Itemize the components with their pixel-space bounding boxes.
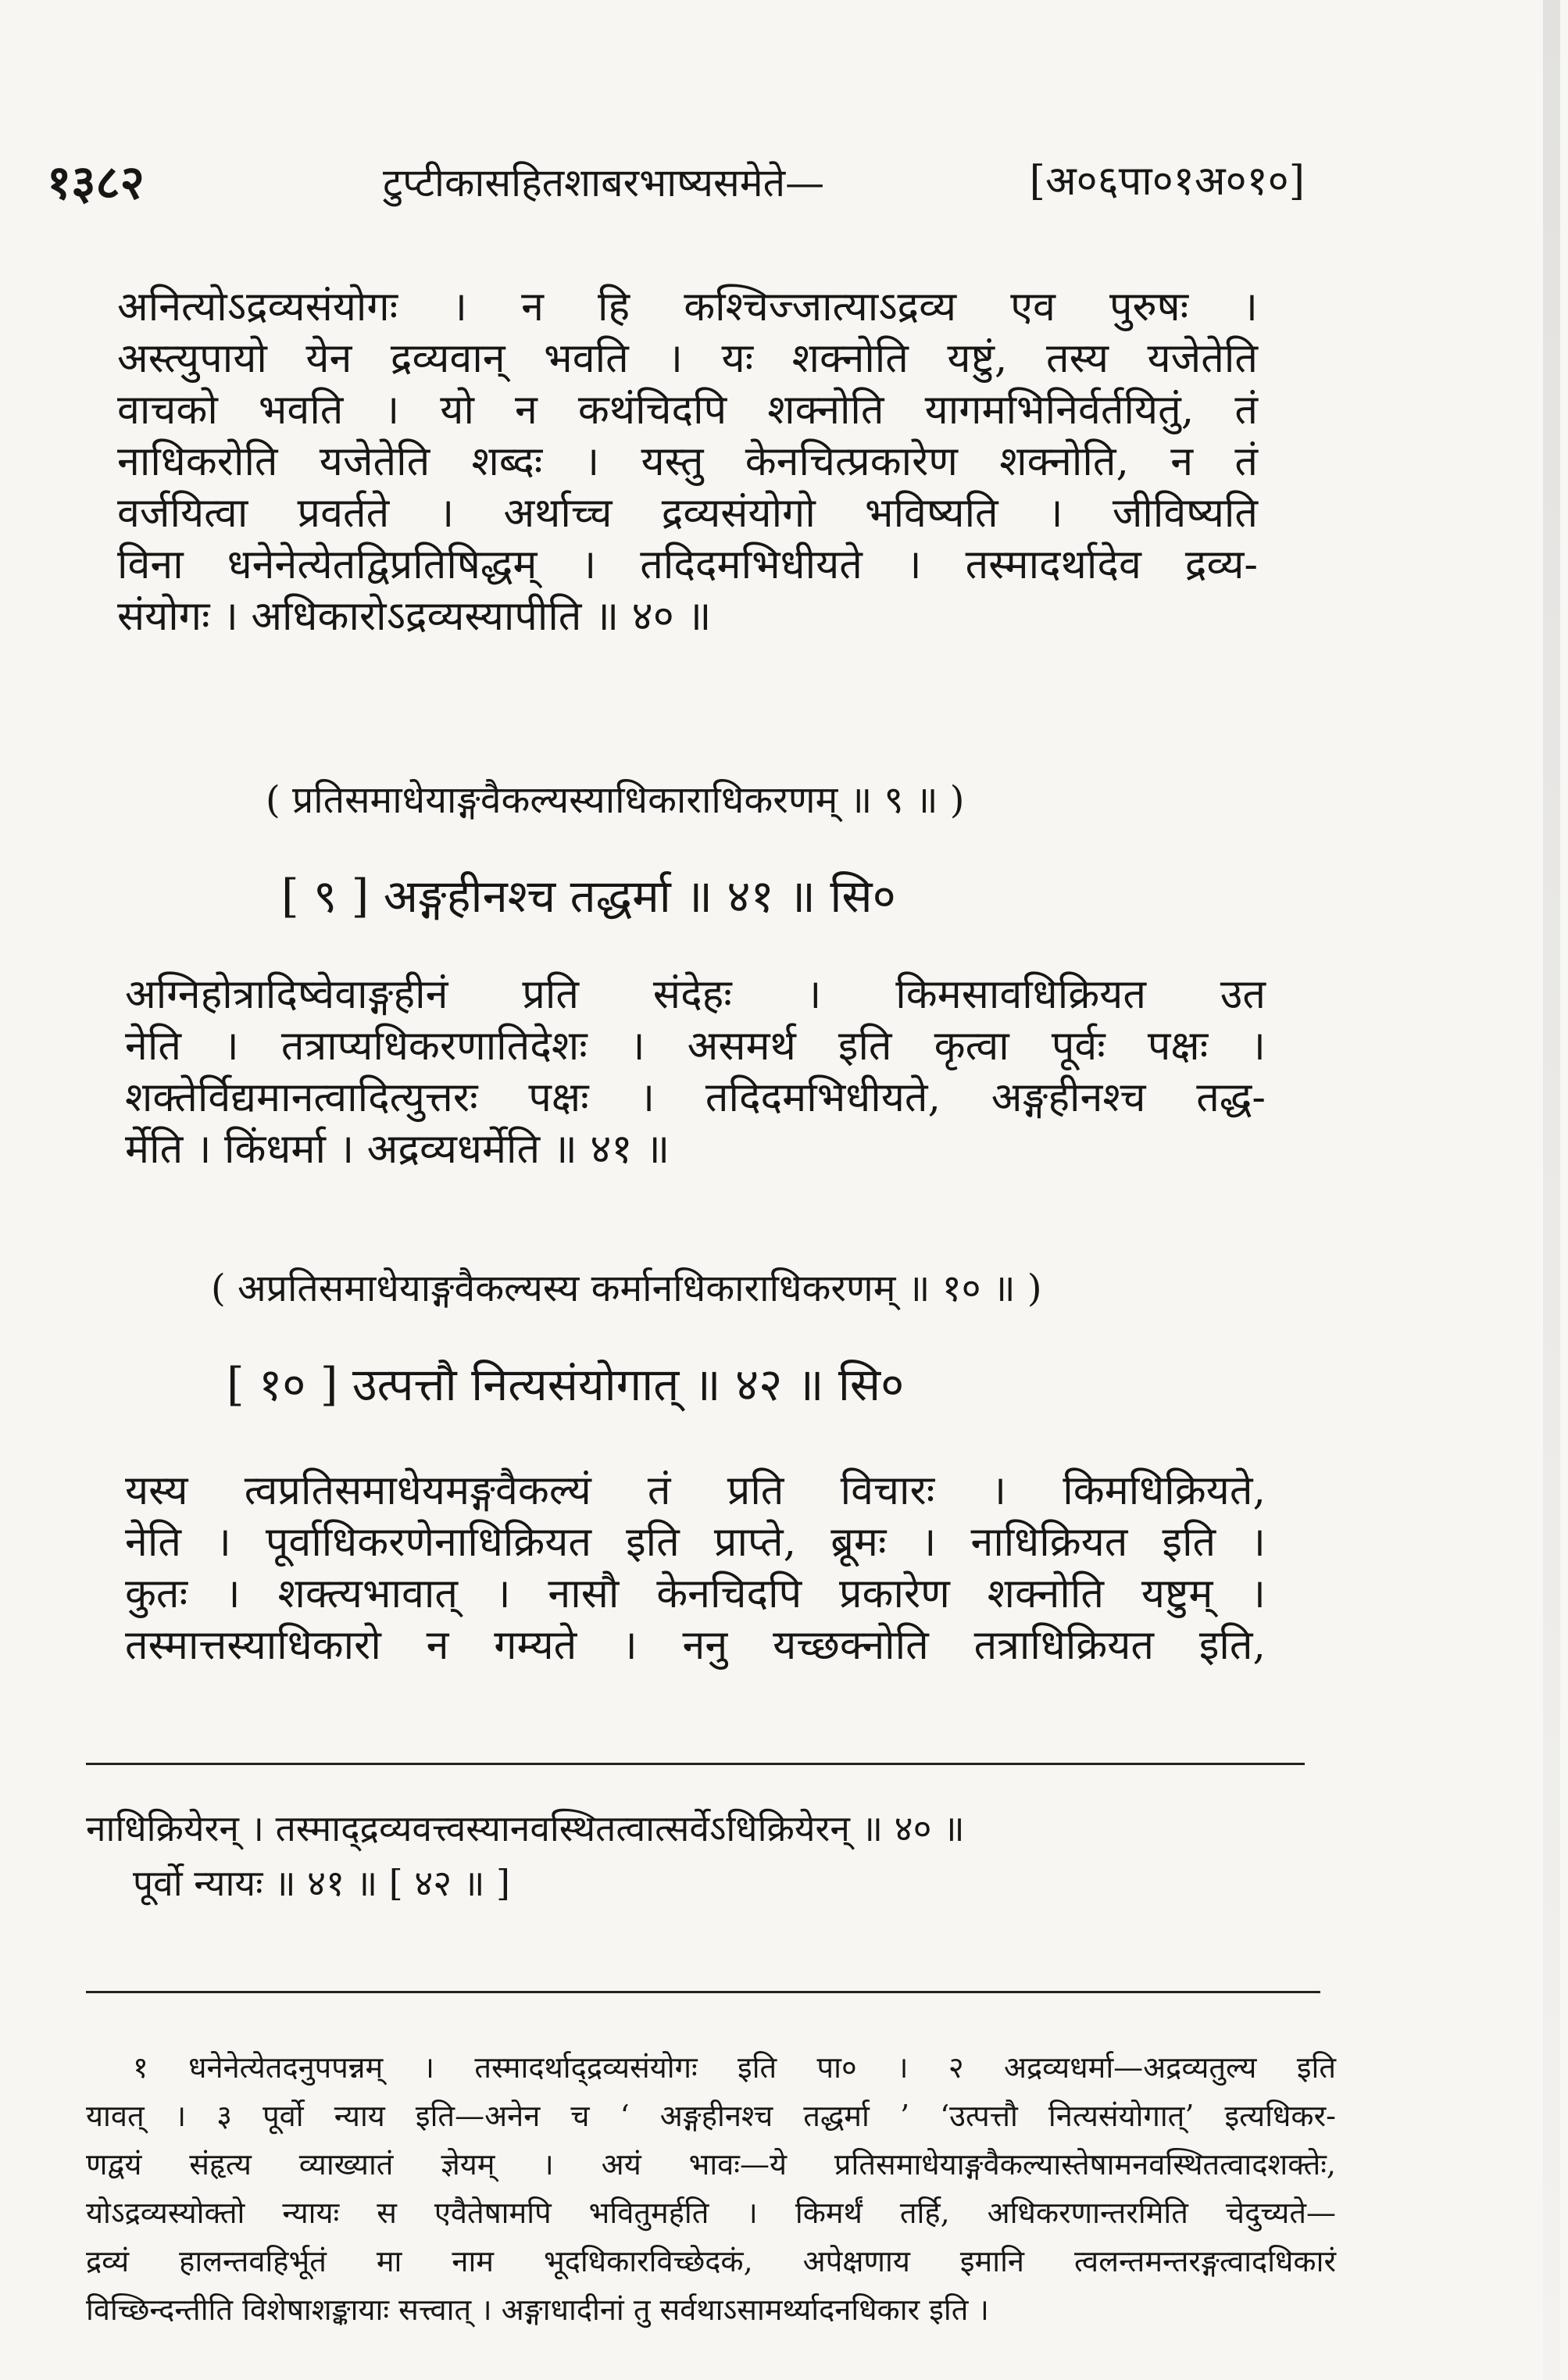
text-line: यस्य त्वप्रतिसमाधेयमङ्गवैकल्यं तं प्रति विचारः । किमधिक्रियते, bbox=[125, 1467, 1266, 1514]
sutra-9 bbox=[281, 863, 896, 925]
commentary-block bbox=[86, 1801, 1273, 1910]
footnote-line: १ धनेनेत्येतदनुपपन्नम् । तस्मादर्थाद्द्रव्यसंयोगः इति पा० । २ अद्रव्यधर्मा—अद्रव्यतुल्य इति bbox=[133, 2050, 1336, 2085]
commentary-line: नाधिक्रियेरन् । तस्माद्द्रव्यवत्त्वस्यानवस्थितत्वात्सर्वेऽधिक्रियेरन् ॥ ४० ॥ bbox=[86, 1807, 965, 1849]
divider-top bbox=[86, 1763, 1305, 1765]
text-line: कुतः । शक्त्यभावात् । नासौ केनचिदपि प्रकारेण शक्नोति यष्टुम् । bbox=[125, 1571, 1266, 1617]
text-line: अनित्योऽद्रव्यसंयोगः । न हि कश्चिज्जात्याऽद्रव्य एव पुरुषः । bbox=[117, 284, 1258, 331]
text-line: नेति । पूर्वाधिकरणेनाधिक्रियत इति प्राप्ते, ब्रूमः । नाधिक्रियत इति । bbox=[125, 1519, 1266, 1566]
text-line: वर्जयित्वा प्रवर्तते । अर्थाच्च द्रव्यसंयोगो भविष्यति । जीविष्यति bbox=[117, 490, 1258, 537]
text-line: तस्मात्तस्याधिकारो न गम्यते । ननु यच्छक्नोति तत्राधिक्रियत इति, bbox=[125, 1622, 1266, 1669]
text-line: नाधिकरोति यजेतेति शब्दः । यस्तु केनचित्प्रकारेण शक्नोति, न तं bbox=[117, 438, 1258, 485]
main-text-block-3 bbox=[125, 1465, 1266, 1671]
sutra-number: [ १० ] bbox=[227, 1358, 338, 1411]
text-line: विना धनेनेत्येतद्विप्रतिषिद्धम् । तदिदमभिधीयते । तस्मादर्थादेव द्रव्य- bbox=[117, 541, 1258, 588]
text-line: शक्तेर्विद्यमानत्वादित्युत्तरः पक्षः । तदिदमभिधीयते, अङ्गहीनश्च तद्ध- bbox=[125, 1074, 1266, 1121]
footnote-line: णद्वयं संहृत्य व्याख्यातं ज्ञेयम् । अयं भावः—ये प्रतिसमाधेयाङ्गवैकल्यास्तेषामनवस्थितत्वादशक्तेः, bbox=[86, 2147, 1336, 2182]
text-line: संयोगः । अधिकारोऽद्रव्यस्यापीति ॥ ४० ॥ bbox=[117, 593, 712, 640]
footnote-line: योऽद्रव्यस्योक्तो न्यायः स एवैतेषामपि भवितुमर्हति । किमर्थं तर्हि, अधिकरणान्तरमिति चेदुच्यते— bbox=[86, 2196, 1336, 2230]
divider-footnotes bbox=[86, 1991, 1320, 1993]
footnote-line: विच्छिन्दन्तीति विशेषाशङ्कायाः सत्त्वात् । अङ्गाधादीनां तु सर्वथाऽसामर्थ्यादनधिकार इति । bbox=[86, 2292, 989, 2327]
text-line: नेति । तत्राप्यधिकरणातिदेशः । असमर्थ इति कृत्वा पूर्वः पक्षः । bbox=[125, 1023, 1266, 1070]
sutra-text: उत्पत्तौ नित्यसंयोगात् ॥ ४२ ॥ सि० bbox=[352, 1358, 905, 1411]
scan-edge-shadow bbox=[1543, 0, 1560, 2380]
main-text-block-2 bbox=[125, 969, 1266, 1175]
text-line: अस्त्युपायो येन द्रव्यवान् भवति । यः शक्नोति यष्टुं, तस्य यजेतेति bbox=[117, 335, 1258, 382]
commentary-line: पूर्वो न्यायः ॥ ४१ ॥ [ ४२ ॥ ] bbox=[133, 1862, 510, 1904]
text-line: अग्निहोत्रादिष्वेवाङ्गहीनं प्रति संदेहः । किमसावधिक्रियत उत bbox=[125, 971, 1266, 1018]
footnote-line: यावत् । ३ पूर्वो न्याय इति—अनेन च ‘ अङ्गहीनश्च तद्धर्मा ’ ‘उत्पत्तौ नित्यसंयोगात्’ इत्यधिकर- bbox=[86, 2099, 1336, 2133]
sutra-number: [ ९ ] bbox=[281, 870, 370, 923]
adhikarana-heading-9: ( प्रतिसमाधेयाङ्गवैकल्यस्याधिकाराधिकरणम् ॥ ९ ॥ ) bbox=[266, 778, 965, 822]
footnotes-block bbox=[86, 2043, 1336, 2334]
text-line: र्मेति । किंधर्मा । अद्रव्यधर्मेति ॥ ४१ ॥ bbox=[125, 1126, 670, 1173]
footnote-line: द्रव्यं हालन्तवहिर्भूतं मा नाम भूदधिकारविच्छेदकं, अपेक्षणाय इमानि त्वलन्तमन्तरङ्गत्वादधिकारं bbox=[86, 2244, 1336, 2278]
adhikarana-heading-10: ( अप्रतिसमाधेयाङ्गवैकल्यस्य कर्मानधिकाराधिकरणम् ॥ १० ॥ ) bbox=[211, 1267, 1042, 1310]
main-text-block-1 bbox=[117, 281, 1258, 642]
sutra-text: अङ्गहीनश्च तद्धर्मा ॥ ४१ ॥ सि० bbox=[383, 870, 896, 923]
page-number: १३८२ bbox=[47, 155, 145, 210]
section-reference: [अ०६पा०१अ०१०] bbox=[1029, 158, 1305, 205]
running-title: टुप्टीकासहितशाबरभाष्यसमेते— bbox=[383, 160, 825, 205]
page-header bbox=[47, 148, 1305, 211]
sutra-10 bbox=[227, 1352, 904, 1413]
text-line: वाचको भवति । यो न कथंचिदपि शक्नोति यागमभिनिर्वर्तयितुं, तं bbox=[117, 387, 1258, 434]
